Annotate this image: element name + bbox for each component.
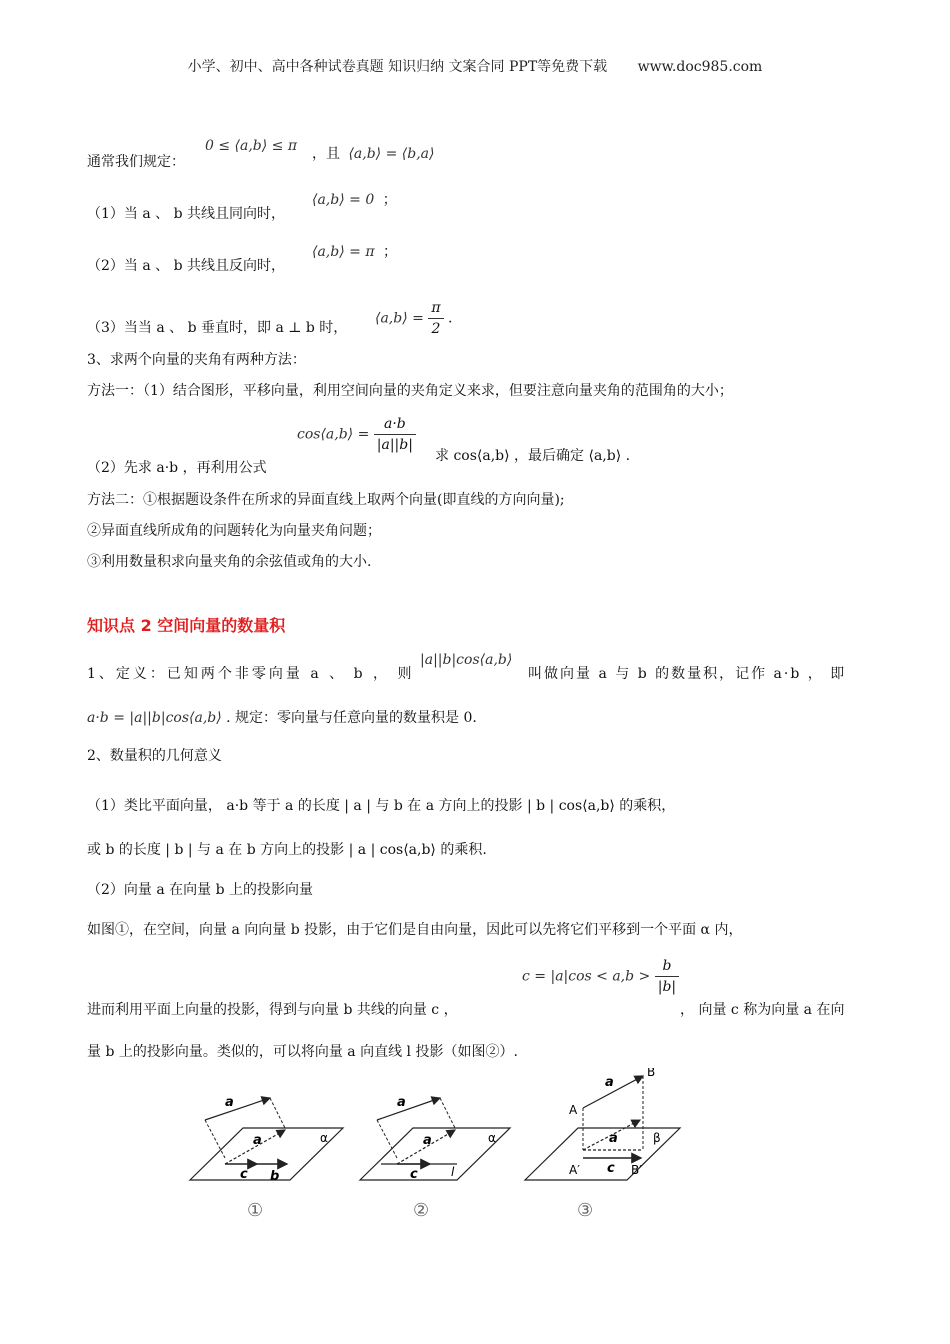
fig1-label-a-plane: a	[253, 1133, 262, 1148]
definition-line-1-tail: 叫做向量 a 与 b 的数量积，记作 a·b ， 即	[528, 666, 847, 682]
fig3-label-A: A	[569, 1103, 578, 1117]
page-header	[0, 56, 950, 76]
fig3-label-a-top: a	[605, 1075, 614, 1090]
figure-1	[190, 1095, 343, 1221]
symmetry-line: ，且 ⟨a,b⟩ = ⟨b,a⟩	[312, 146, 435, 162]
fig1-top-vector	[205, 1098, 270, 1120]
range-formula: 0 ≤ ⟨a,b⟩ ≤ π	[205, 138, 298, 154]
method-1-line-2-tail: 求 cos⟨a,b⟩ ，最后确定 ⟨a,b⟩ .	[435, 448, 631, 464]
fig1-label-plane: α	[320, 1131, 328, 1145]
projection-figures	[185, 1068, 705, 1228]
methods-title: 3、求两个向量的夹角有两种方法：	[87, 352, 306, 368]
projection-line-2: 进而利用平面上向量的投影，得到与向量 b 共线的向量 c ，	[87, 1002, 458, 1018]
fig2-top-vector	[377, 1098, 440, 1120]
fig2-label-a-top: a	[397, 1095, 406, 1110]
fig2-label-c: c	[410, 1167, 418, 1182]
fig1-top-vector-dashed	[205, 1120, 225, 1158]
fig2-caption: ②	[413, 1200, 430, 1221]
rule-line	[87, 152, 185, 172]
fig2-label-l: l	[451, 1165, 455, 1179]
geo-1-line-1: （1）类比平面向量， a·b 等于 a 的长度 | a | 与 b 在 a 方向上的投影 | b | cos⟨a,b⟩ 的乘积，	[87, 798, 676, 814]
fig1-label-b: b	[270, 1169, 280, 1184]
definition-line-2: a·b = |a||b|cos⟨a,b⟩ . 规定：零向量与任意向量的数量积是 0.	[87, 710, 477, 726]
case-3-math: ⟨a,b⟩ = $\frac{\pi}{2}$ .	[375, 300, 453, 337]
fig3-label-B1: B′	[631, 1163, 642, 1177]
method-2-line-2: ②异面直线所成角的问题转化为向量夹角问题；	[87, 523, 381, 539]
case-3: （3）当当 a 、 b 垂直时，即 a ⊥ b 时，	[87, 320, 348, 336]
pi-over-2: $\frac{\pi}{2}$	[428, 298, 443, 339]
fig3-label-plane: β	[653, 1131, 661, 1145]
rule-label: 通常我们规定：	[87, 154, 185, 170]
projection-line-3: 量 b 上的投影向量。类似的，可以将向量 a 向直线 l 投影（如图②）.	[87, 1044, 518, 1060]
projection-formula: c = |a|cos < a,b > $\frac{b}{|b|}$	[522, 956, 679, 997]
cos-formula: cos⟨a,b⟩ = $\frac{a\cdot b}{|a||b|}$	[297, 414, 416, 455]
geo-title: 2、数量积的几何意义	[87, 748, 222, 764]
header-site: www.doc985.com	[637, 59, 763, 75]
fig3-label-c: c	[607, 1161, 615, 1176]
case-1: （1）当 a 、 b 共线且同向时，	[87, 206, 286, 222]
section-title: 知识点 2 空间向量的数量积	[87, 616, 286, 635]
method-2-line-1: 方法二：①根据题设条件在所求的异面直线上取两个向量(即直线的方向向量);	[87, 492, 565, 508]
method-1-line-1: 方法一：（1）结合图形，平移向量，利用空间向量的夹角定义来求，但要注意向量夹角的范围角的大小；	[87, 383, 733, 399]
fig3-caption: ③	[577, 1200, 594, 1221]
fig1-caption: ①	[247, 1200, 264, 1221]
case-1-math: ⟨a,b⟩ = 0 ；	[312, 192, 397, 208]
fig1-label-c: c	[240, 1167, 248, 1182]
fig2-label-a-plane: a	[423, 1133, 432, 1148]
definition-formula: |a||b|cos⟨a,b⟩	[420, 652, 513, 668]
method-1-line-2: （2）先求 a·b ，再利用公式	[87, 460, 267, 476]
figure-2	[360, 1095, 510, 1221]
geo-2-title: （2）向量 a 在向量 b 上的投影向量	[87, 882, 314, 898]
case-2-math: ⟨a,b⟩ = π ；	[312, 244, 397, 260]
definition-line-1: 1、定义：已知两个非零向量 a 、 b ， 则	[87, 666, 415, 682]
fig1-label-a-top: a	[225, 1095, 234, 1110]
fig3-label-a-plane: a	[609, 1131, 618, 1146]
header-text: 小学、初中、高中各种试卷真题 知识归纳 文案合同 PPT等免费下载	[187, 59, 608, 75]
fig2-label-plane: α	[488, 1131, 496, 1145]
fig3-label-B: B	[647, 1068, 656, 1079]
method-2-line-3: ③利用数量积求向量夹角的余弦值或角的大小.	[87, 554, 372, 570]
figure-3	[525, 1068, 680, 1221]
geo-1-line-2: 或 b 的长度 | b | 与 a 在 b 方向上的投影 | a | cos⟨a,b⟩ 的乘积.	[87, 842, 487, 858]
projection-line-1: 如图①，在空间，向量 a 向向量 b 投影，由于它们是自由向量，因此可以先将它们平移到一个平面 α 内，	[87, 922, 743, 938]
fig3-label-A1: A′	[569, 1163, 580, 1177]
case-2: （2）当 a 、 b 共线且反向时，	[87, 258, 286, 274]
projection-line-2-tail: ， 向量 c 称为向量 a 在向	[680, 1002, 845, 1018]
